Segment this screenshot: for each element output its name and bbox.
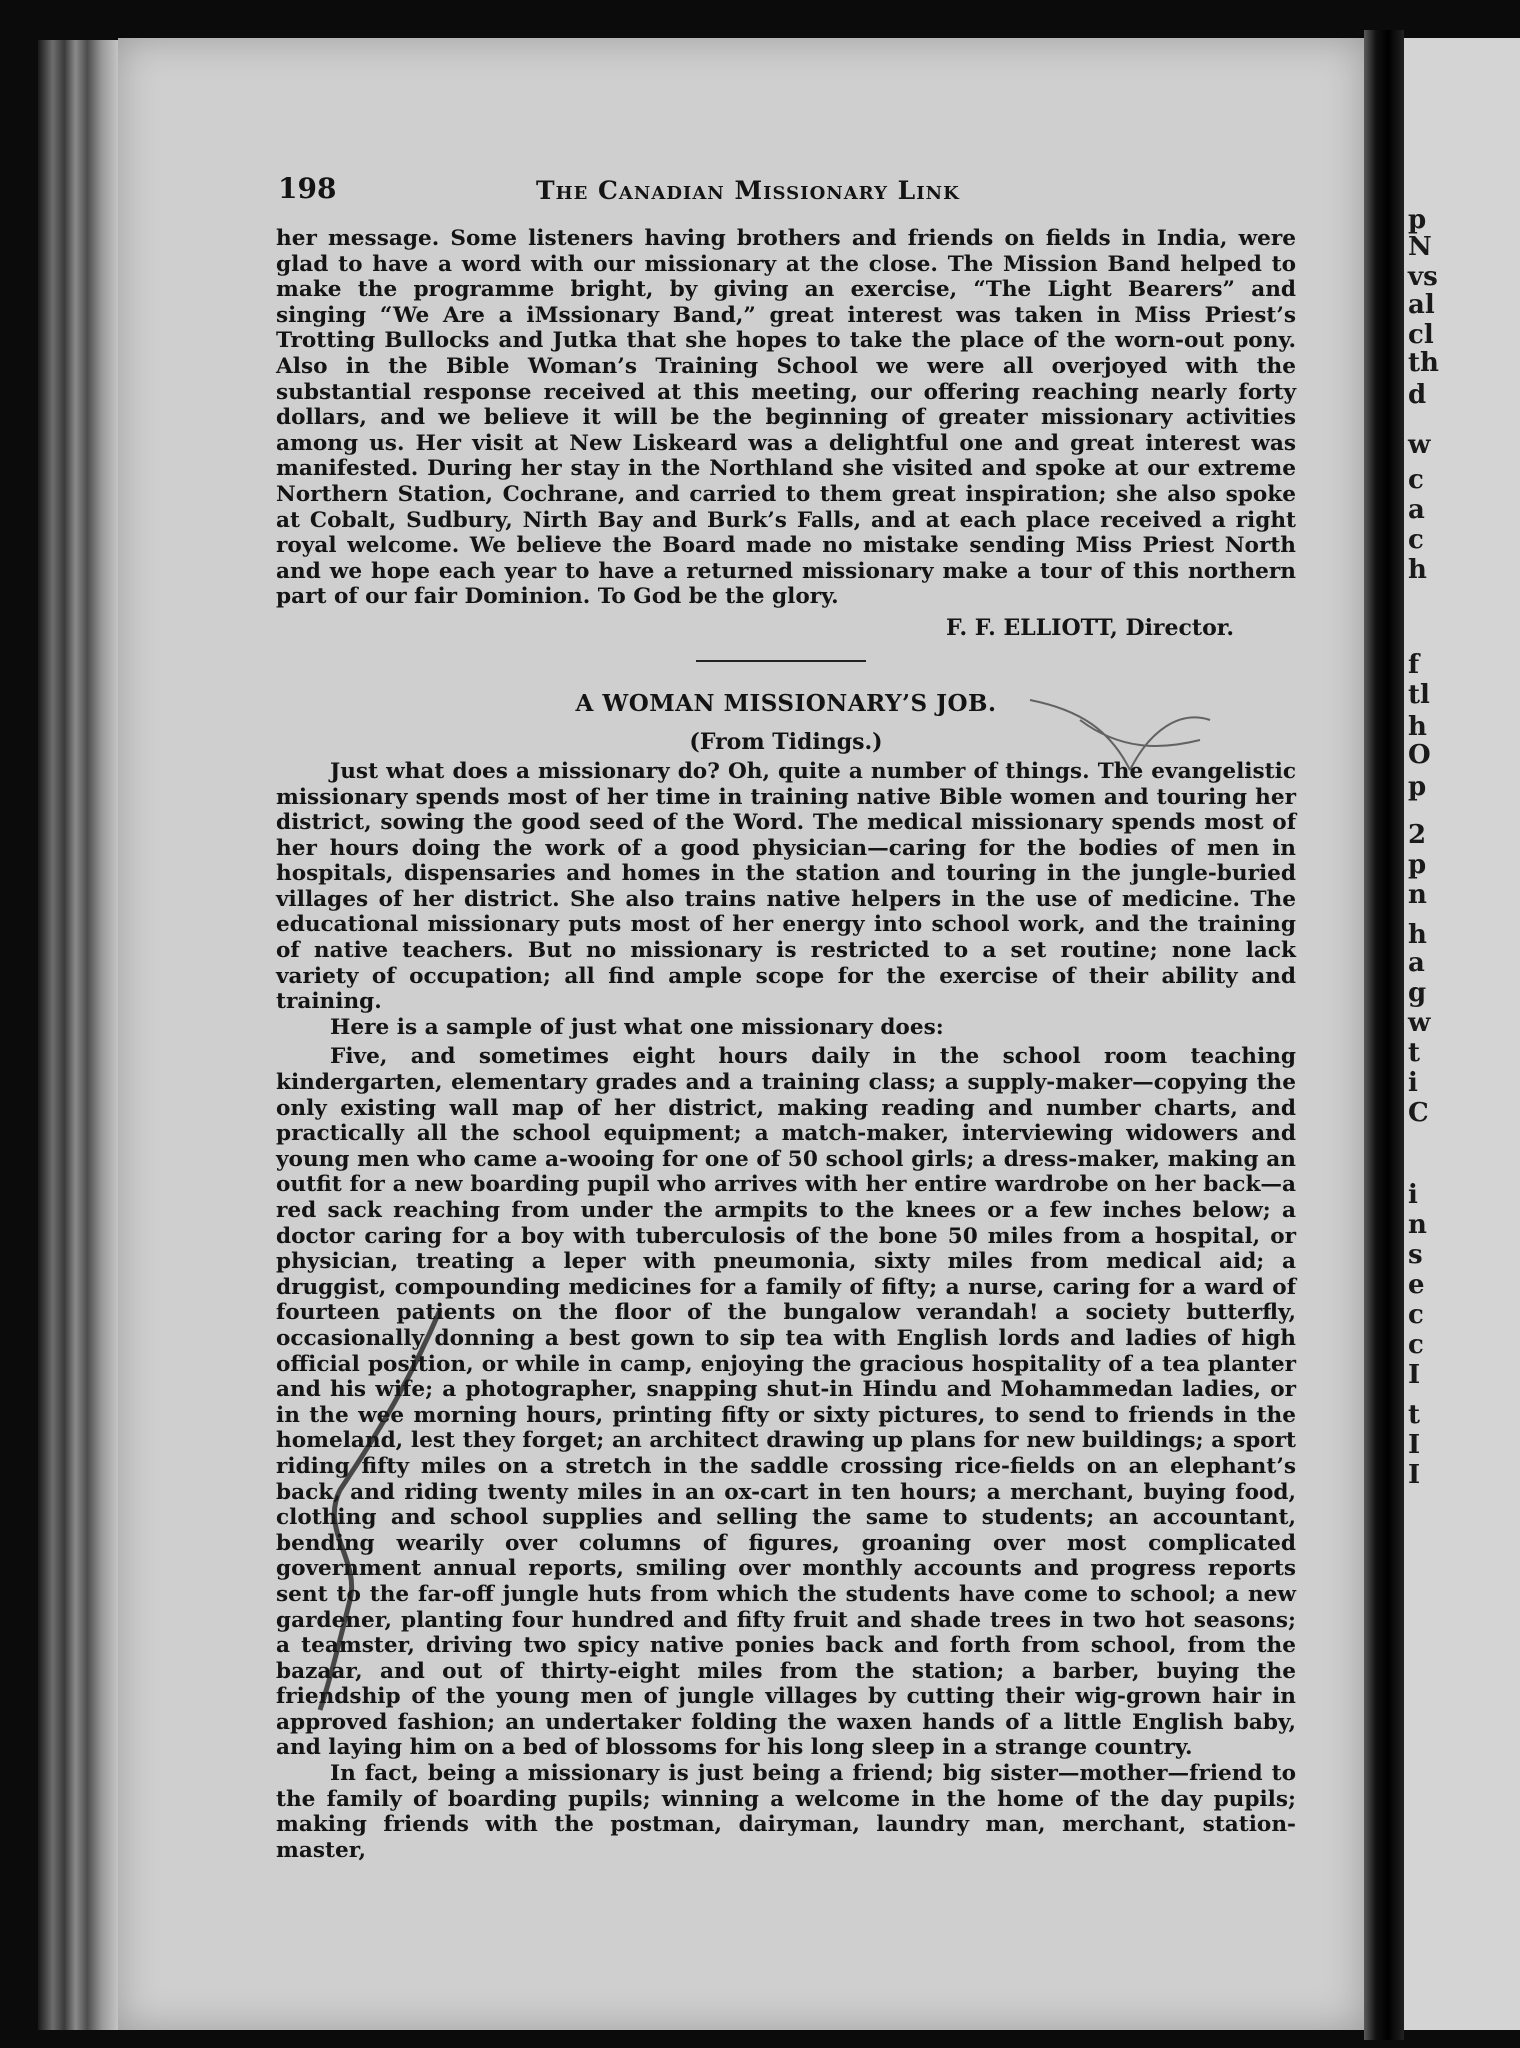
report-paragraph: her message. Some listeners having brothers and friends on fields in India, were glad to have a word with our missionary at the close. The Mission Band helped to make the programme bright, by giving an exercise, “The Light Bearers” and singing “We Are a iMssionary Band,” great interest was taken in Miss Priest’s Trotting Bullocks and Jutka that she hopes to take the place of the worn-out pony. Also in the Bible Woman’s Training School we were all overjoyed with the substantial response received at this meeting, our offering reaching nearly forty dollars, and we believe it will be the beginning of greater missionary activities among us. Her visit at New Liskeard was a delightful one and great interest was manifested. During her stay in the Northland she visited and spoke at our extreme Northern Station, Cochrane, and carried to them great inspiration; she also spoke at Cobalt, Sudbury, Nirth Bay and Burk’s Falls, and at each place received a right royal welcome. We believe the Board made no mistake sending Miss Priest North and we hope each year to have a returned missionary make a tour of this northern part of our fair Dominion. To God be the glory. xyxy=(276,226,1296,610)
adjacent-page-fragment: a xyxy=(1408,948,1425,978)
journal-title: The Canadian Missionary Link xyxy=(536,176,960,205)
adjacent-page-fragment: I xyxy=(1408,1430,1421,1460)
adjacent-page-fragment: e xyxy=(1408,1270,1425,1300)
adjacent-page-edge xyxy=(1404,38,1520,2030)
adjacent-page-fragment: 2 xyxy=(1408,820,1427,850)
adjacent-page-fragment: n xyxy=(1408,880,1427,910)
adjacent-page-fragment: O xyxy=(1408,740,1431,770)
adjacent-page-fragment: cl xyxy=(1408,320,1434,350)
page-number: 198 xyxy=(278,172,337,205)
adjacent-page-fragment: c xyxy=(1408,465,1424,495)
adjacent-page-fragment: h xyxy=(1408,555,1427,585)
adjacent-page-fragment: N xyxy=(1408,232,1432,262)
article-paragraph-intro: Just what does a missionary do? Oh, quite a number of things. The evangelistic missionary spends most of her time in training native Bible women and touring her district, sowing the good seed of the Word. The medical missionary spends most of her hours doing the work of a good physician—caring for the bodies of men in hospitals, dispensaries and homes in the station and touring in the jungle-buried villages of her district. She also trains native helpers in the use of medicine. The educational missionary puts most of her energy into school work, and the training of native teachers. But no missionary is restricted to a set routine; none lack variety of occupation; all find ample scope for the exercise of their ability and training. xyxy=(276,758,1296,1015)
adjacent-page-fragment: t xyxy=(1408,1400,1421,1430)
adjacent-page-fragment: h xyxy=(1408,920,1427,950)
adjacent-page-fragment: n xyxy=(1408,1210,1427,1240)
adjacent-page-fragment: al xyxy=(1408,290,1435,320)
report-signature: F. F. ELLIOTT, Director. xyxy=(946,614,1234,641)
adjacent-page-fragment: d xyxy=(1408,380,1427,410)
adjacent-page-fragment: c xyxy=(1408,1330,1424,1360)
adjacent-page-fragment: tl xyxy=(1408,680,1430,710)
article-source: (From Tidings.) xyxy=(689,728,883,755)
adjacent-page-fragment: p xyxy=(1408,850,1427,880)
article-paragraph-duties: Five, and sometimes eight hours daily in the school room teaching kindergarten, elementary grades and a training class; a supply-maker—copying the only existing wall map of her district, making reading and number charts, and practically all the school equipment; a match-maker, interviewing widowers and young men who came a-wooing for one of 50 school girls; a dress-maker, making an outfit for a new boarding pupil who arrives with her entire wardrobe on her back—a red sack reaching from under the armpits to the knees or a few inches below; a doctor caring for a boy with tuberculosis of the bone 50 miles from a hospital, or physician, treating a leper with pneumonia, sixty miles from medical aid; a druggist, compounding medicines for a family of fifty; a nurse, caring for a ward of fourteen patients on the floor of the bungalow verandah! a society butterfly, occasionally donning a best gown to sip tea with English lords and ladies of high official position, or while in camp, enjoying the gracious hospitality of a tea planter and his wife; a photographer, snapping shut-in Hindu and Mohammedan ladies, or in the wee morning hours, printing fifty or sixty pictures, to send to friends in the homeland, lest they forget; an architect drawing up plans for new buildings; a sport riding fifty miles on a stretch in the saddle crossing rice-fields on an elephant’s back, and riding twenty miles in an ox-cart in ten hours; a merchant, buying food, clothing and school supplies and selling the same to students; an accountant, bending wearily over columns of figures, groaning over most complicated government annual reports, smiling over monthly accounts and progress reports sent to the far-off jungle huts from which the students have come to school; a new gardener, planting four hundred and fifty fruit and shade trees in two hot seasons; a teamster, driving two spicy native ponies back and forth from school, from the bazaar, and out of thirty-eight miles from the station; a barber, buying the friendship of the young men of jungle villages by cutting their wig-grown hair in approved fashion; an undertaker folding the waxen hands of a little English baby, and laying him on a bed of blossoms for his long sleep in a strange country. xyxy=(276,1044,1296,1761)
adjacent-page-fragment: a xyxy=(1408,495,1425,525)
adjacent-page-fragment: p xyxy=(1408,205,1427,235)
page-content xyxy=(276,172,1296,1863)
article-title: A WOMAN MISSIONARY’S JOB. xyxy=(575,689,997,717)
adjacent-page-fragment: i xyxy=(1408,1180,1418,1210)
adjacent-page-fragment: C xyxy=(1408,1098,1429,1128)
adjacent-page-fragment: h xyxy=(1408,712,1427,742)
adjacent-page-fragment: th xyxy=(1408,348,1439,378)
adjacent-page-fragment: vs xyxy=(1408,262,1438,292)
adjacent-page-fragment: c xyxy=(1408,525,1424,555)
adjacent-page-fragment: p xyxy=(1408,772,1427,802)
adjacent-page-fragment: i xyxy=(1408,1068,1418,1098)
page-gutter xyxy=(1364,30,1404,2040)
adjacent-page-fragment: w xyxy=(1408,430,1431,460)
adjacent-page-fragment: c xyxy=(1408,1300,1424,1330)
article-paragraph-sample: Here is a sample of just what one missionary does: xyxy=(330,1014,944,1040)
book-spine xyxy=(38,40,120,2030)
adjacent-page-fragment: g xyxy=(1408,978,1427,1008)
adjacent-page-fragment: f xyxy=(1408,650,1420,680)
running-head xyxy=(276,172,1296,218)
adjacent-page-fragment: I xyxy=(1408,1460,1421,1490)
adjacent-page-fragment: s xyxy=(1408,1240,1423,1270)
section-divider xyxy=(696,660,866,662)
adjacent-page-fragment: I xyxy=(1408,1360,1421,1390)
adjacent-page-fragment: w xyxy=(1408,1008,1431,1038)
adjacent-page-fragment: t xyxy=(1408,1038,1421,1068)
article-paragraph-friend: In fact, being a missionary is just being a friend; big sister—mother—friend to the family of boarding pupils; winning a welcome in the home of the day pupils; making friends with the postman, dairyman, laundry man, merchant, station-master, xyxy=(276,1761,1296,1863)
